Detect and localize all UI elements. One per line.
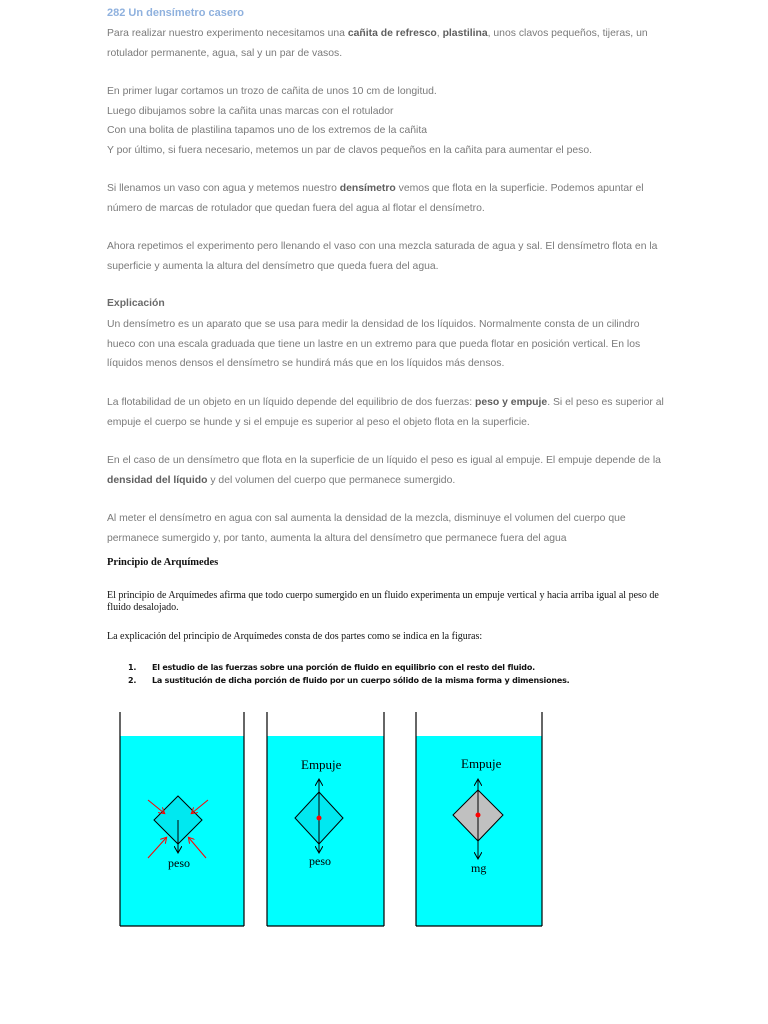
beaker-solid-body	[416, 712, 542, 926]
explanation-paragraph: Un densímetro es un aparato que se usa para medir la densidad de los líquidos. Normalmente consta de un cilindro hueco con una escala graduada que tiene un lastre en un extremo para que pueda flotar en posición vertical. En los líquidos menos densos el densímetro se hundirá más que en los líquidos más densos.	[107, 319, 641, 369]
density-text: En el caso de un densímetro que flota en la superficie de un líquido el peso es igual al empuje. El empuje depende de la	[107, 455, 661, 466]
density-bold-liquid: densidad del líquido	[107, 474, 208, 486]
step-line: Con una bolita de plastilina tapamos uno de los extremos de la cañita	[107, 125, 427, 136]
buoyancy-label: Empuje	[301, 757, 342, 772]
salt-water-paragraph: Al meter el densímetro en agua con sal aumenta la densidad de la mezcla, disminuye el volumen del cuerpo que permanece sumergido y, por tanto, aumenta la altura del densímetro que permanece fuera del agua	[107, 513, 626, 544]
list-text: La sustitución de dicha porción de fluido por un cuerpo sólido de la misma forma y dimensiones.	[152, 676, 570, 685]
weight-label: peso	[309, 854, 331, 868]
salt-paragraph: Ahora repetimos el experimento pero llenando el vaso con una mezcla saturada de agua y sal. El densímetro flota en la superficie y aumenta la altura del densímetro que queda fuera del agua.	[107, 241, 658, 272]
buoyancy-paragraph	[107, 393, 667, 432]
buoyancy-label: Empuje	[461, 756, 502, 771]
archimedes-list	[128, 661, 570, 687]
archimedes-figure	[112, 710, 552, 930]
mg-label: mg	[471, 861, 487, 875]
step-line: Luego dibujamos sobre la cañita unas marcas con el rotulador	[107, 105, 394, 117]
float-paragraph	[107, 179, 667, 218]
center-point	[317, 816, 322, 821]
archimedes-statement: El principio de Arquímedes afirma que todo cuerpo sumergido en un fluido experimenta un empuje vertical y hacia arriba igual al peso de fluido desalojado.	[107, 590, 659, 613]
explanation-heading: Explicación	[107, 298, 165, 309]
archimedes-title: Principio de Arquímedes	[107, 557, 219, 568]
center-point	[476, 813, 481, 818]
archimedes-intro: La explicación del principio de Arquímedes consta de dos partes como se indica en la figuras:	[107, 631, 483, 642]
intro-text: Para realizar nuestro experimento necesitamos una	[107, 28, 348, 39]
intro-bold-clay: plastilina	[442, 28, 488, 39]
float-text: vemos que flota en la superficie. Podemos apuntar el número de marcas de rotulador que quedan fuera del agua al flotar el densímetro.	[107, 183, 644, 214]
steps-paragraph	[107, 82, 667, 160]
buoyancy-text: . Si el peso es superior al empuje el cuerpo se hunde y si el empuje es superior al peso el objeto flota en la superficie.	[107, 397, 664, 428]
buoyancy-bold-forces: peso y empuje	[475, 397, 548, 408]
step-line: En primer lugar cortamos un trozo de cañita de unos 10 cm de longitud.	[107, 86, 437, 97]
list-number: 1.	[128, 663, 137, 672]
list-number: 2.	[128, 676, 137, 685]
weight-label: peso	[168, 856, 190, 870]
article-title: 282 Un densímetro casero	[107, 7, 244, 19]
density-paragraph	[107, 451, 667, 490]
list-item	[128, 674, 570, 687]
intro-text: ,	[436, 28, 443, 39]
list-item	[128, 661, 570, 674]
beaker-fluid-forces	[267, 712, 384, 926]
beaker-fluid-pressure	[120, 712, 244, 926]
float-bold-densimeter: densímetro	[339, 183, 396, 194]
float-text: Si llenamos un vaso con agua y metemos nuestro	[107, 183, 340, 194]
list-text: El estudio de las fuerzas sobre una porción de fluido en equilibrio con el resto del fluido.	[152, 663, 535, 672]
density-text: y del volumen del cuerpo que permanece sumergido.	[207, 474, 456, 486]
intro-paragraph	[107, 24, 667, 63]
intro-text: , unos clavos pequeños, tijeras, un rotulador permanente, agua, sal y un par de vasos.	[107, 28, 648, 59]
step-line: Y por último, si fuera necesario, metemos un par de clavos pequeños en la cañita para aumentar el peso.	[107, 144, 592, 156]
intro-bold-straw: cañita de refresco	[347, 28, 437, 39]
buoyancy-text: La flotabilidad de un objeto en un líquido depende del equilibrio de dos fuerzas:	[107, 397, 475, 408]
